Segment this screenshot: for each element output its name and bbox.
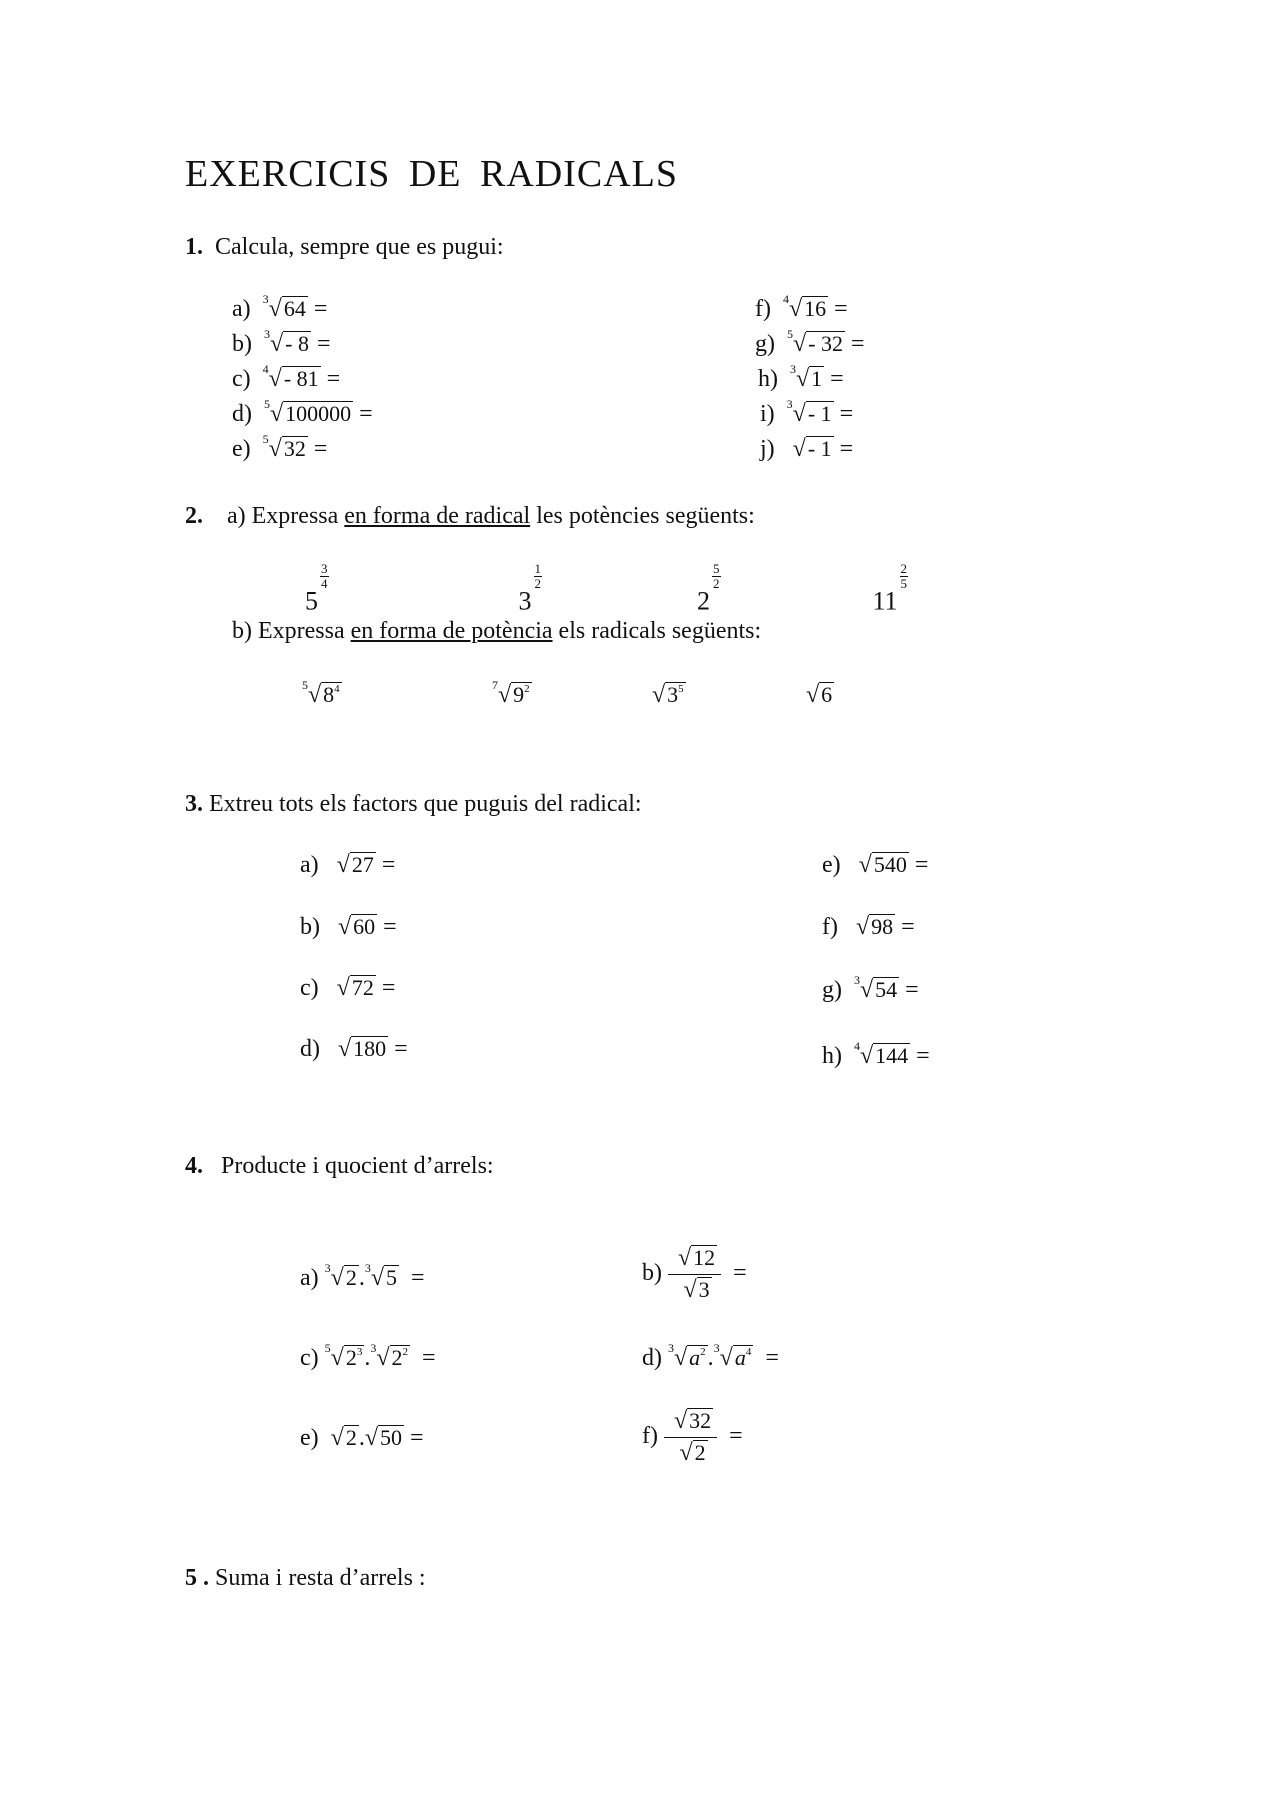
radicand: 16 — [804, 296, 827, 321]
radical-index: 3 — [370, 1341, 377, 1355]
radical: √180 — [338, 1036, 387, 1062]
base: 6 — [821, 682, 833, 707]
q4-item-c — [300, 1341, 436, 1372]
radicand: - 32 — [808, 331, 843, 356]
item-label: d) — [300, 1036, 320, 1062]
exponent: 2 — [524, 683, 530, 695]
radicand: 98 — [871, 914, 894, 939]
exponent-denominator: 4 — [321, 575, 328, 591]
q1-item — [232, 362, 341, 393]
equals-sign: = — [394, 1036, 408, 1062]
exponent-denominator: 5 — [900, 575, 908, 591]
base: a — [689, 1345, 701, 1370]
radical-index: 4 — [854, 1039, 860, 1053]
q3-item — [822, 914, 915, 941]
question-number: 4. — [185, 1153, 203, 1179]
base: 8 — [323, 682, 335, 707]
radical: 3 $√2^2$ — [370, 1341, 408, 1371]
radical: 5 √100000 — [264, 397, 352, 427]
equals-sign: = — [411, 1265, 425, 1291]
power-base: 11 — [872, 586, 898, 616]
radical-index: 3 — [264, 327, 270, 341]
radical: √2 — [330, 1425, 357, 1451]
radical: 4 √16 — [782, 292, 827, 322]
radical: √27 — [336, 852, 374, 878]
item-label: a) — [232, 296, 251, 322]
equals-sign: = — [733, 1260, 747, 1287]
radicand: - 1 — [807, 436, 832, 461]
exponent-numerator: 5 — [713, 561, 720, 576]
radicand: 180 — [353, 1036, 387, 1061]
exponent-numerator: 1 — [534, 561, 541, 576]
power — [697, 561, 721, 617]
equals-sign: = — [901, 914, 915, 940]
question-text: Suma i resta d’arrels : — [215, 1565, 426, 1591]
q3-item — [822, 1039, 930, 1070]
q1-item — [232, 397, 373, 428]
q4-item-a — [300, 1261, 425, 1292]
radical: 3 √54 — [854, 973, 898, 1003]
radical-index: 3 — [790, 362, 796, 376]
q2a-text-underlined: en forma de radical — [344, 503, 531, 529]
question-number: 5 . — [185, 1565, 209, 1591]
exponent: 4 — [334, 683, 340, 695]
q1-item — [755, 327, 865, 358]
q1-item — [232, 432, 328, 463]
equals-sign: = — [410, 1425, 424, 1451]
radicand: 54 — [875, 977, 898, 1002]
base: 3 — [667, 682, 679, 707]
item-label: c) — [300, 1345, 319, 1371]
radicand: 64 — [283, 296, 306, 321]
base: 2 — [345, 1345, 357, 1370]
radicand: 50 — [380, 1425, 402, 1450]
product-dot: . — [358, 1425, 365, 1451]
radical: 5 $√2^3$ — [324, 1341, 363, 1371]
exponent: 4 — [745, 1346, 752, 1358]
page-title: EXERCICIS DE RADICALS — [185, 153, 679, 195]
q2a-text-post: les potències següents: — [530, 503, 755, 529]
radical: 4 √144 — [854, 1039, 909, 1069]
fraction-exponent — [320, 562, 329, 590]
power — [518, 561, 543, 617]
item-label: g) — [822, 977, 842, 1003]
q3-item — [300, 852, 395, 879]
power-base: 5 — [305, 586, 318, 616]
equals-sign: = — [359, 401, 373, 427]
radical: 5 √32 — [262, 432, 306, 462]
fraction-exponent — [712, 562, 721, 590]
equals-sign: = — [317, 331, 331, 357]
q2b-text-post: els radicals següents: — [552, 618, 762, 644]
item-label: b) — [232, 331, 252, 357]
radical-expression: 7 $√9^2$ — [492, 678, 530, 708]
q1-item — [758, 362, 844, 393]
q4-item-f — [642, 1408, 743, 1467]
numerator-radicand: 32 — [689, 1408, 712, 1433]
product-dot: . — [364, 1345, 371, 1371]
equals-sign: = — [422, 1345, 436, 1371]
radicand: 1 — [811, 366, 823, 391]
q4-item-b — [642, 1245, 747, 1304]
radicand: 60 — [353, 914, 376, 939]
q1-item — [232, 327, 331, 358]
q2b-text-underlined: en forma de potència — [350, 618, 553, 644]
exponent-denominator: 2 — [534, 575, 541, 591]
question-3-heading — [185, 791, 642, 818]
radical: 4 √- 81 — [262, 362, 319, 392]
power-base: 2 — [697, 586, 710, 616]
item-label: j) — [760, 436, 775, 462]
radicand: 144 — [875, 1043, 909, 1068]
item-label: b) — [642, 1260, 662, 1287]
equals-sign: = — [916, 1043, 930, 1069]
power — [872, 561, 909, 617]
radical-expression: $√3^5$ — [652, 682, 684, 708]
item-label: a) — [300, 1265, 319, 1291]
item-label: b) — [300, 914, 320, 940]
radical: 3 √2 — [324, 1261, 357, 1291]
radical: 3 √1 — [790, 362, 823, 392]
radical-index: 4 — [782, 292, 789, 306]
exponent-numerator: 2 — [900, 561, 908, 576]
radical: 3 $√a^4$ — [713, 1341, 752, 1371]
exponent: 2 — [700, 1346, 706, 1358]
radicand: 72 — [351, 975, 374, 1000]
equals-sign: = — [765, 1345, 779, 1371]
product-dot: . — [358, 1265, 365, 1291]
exponent-numerator: 3 — [321, 561, 328, 576]
q1-item — [760, 436, 853, 463]
equals-sign: = — [830, 366, 844, 392]
equals-sign: = — [313, 296, 328, 322]
item-label: e) — [232, 436, 251, 462]
item-label: c) — [300, 975, 319, 1001]
equals-sign: = — [851, 331, 865, 357]
exponent: 5 — [678, 683, 684, 695]
power-base: 3 — [518, 586, 532, 616]
radical-index: 3 — [364, 1261, 371, 1275]
radical-index: 3 — [786, 397, 793, 411]
radicand: 540 — [873, 852, 907, 877]
exponent: 2 — [402, 1346, 408, 1358]
question-2a-heading — [185, 503, 755, 530]
q3-item — [822, 973, 919, 1004]
equals-sign: = — [839, 401, 854, 427]
denominator-radicand: 3 — [698, 1277, 710, 1302]
exponent-denominator: 2 — [713, 575, 720, 591]
equals-sign: = — [905, 977, 919, 1003]
radicand: 2 — [345, 1265, 357, 1290]
item-label: e) — [822, 852, 841, 878]
question-text: Calcula, sempre que es pugui: — [215, 234, 504, 260]
item-label: h) — [758, 366, 778, 392]
item-label: i) — [760, 401, 775, 427]
radicand: 5 — [386, 1265, 397, 1290]
q1-item — [755, 292, 848, 323]
radicand: 100000 — [285, 401, 352, 426]
q1-item — [232, 292, 328, 323]
radicand: 27 — [351, 852, 374, 877]
radical: 5 √- 32 — [787, 327, 843, 357]
q3-item — [300, 975, 395, 1002]
radical: 3 √64 — [262, 292, 306, 322]
item-label: f) — [642, 1423, 658, 1450]
item-label: e) — [300, 1425, 319, 1451]
denominator-radicand: 2 — [694, 1440, 706, 1465]
radicand: 2 — [345, 1425, 357, 1450]
radicand: - 1 — [807, 401, 832, 426]
radical-expression: 5 $√8^4$ — [302, 678, 340, 708]
radicand: 32 — [283, 436, 306, 461]
item-label: a) — [300, 852, 319, 878]
power — [305, 561, 329, 617]
equals-sign: = — [383, 914, 397, 940]
base: 2 — [391, 1345, 403, 1370]
q3-item — [822, 852, 928, 879]
q2b-text-pre: b) Expressa — [232, 618, 351, 644]
radical-expression: √6 — [806, 682, 833, 708]
question-5-heading — [185, 1565, 426, 1592]
equals-sign: = — [834, 296, 848, 322]
radical-index: 5 — [324, 1341, 331, 1355]
radical: √- 1 — [792, 436, 832, 462]
radical-index: 3 — [854, 973, 860, 987]
radicand: - 8 — [285, 331, 309, 356]
equals-sign: = — [326, 366, 341, 392]
q4-item-d — [642, 1341, 779, 1372]
item-label: d) — [642, 1345, 662, 1371]
radical: √72 — [336, 975, 374, 1001]
question-number: 1. — [185, 234, 203, 260]
equals-sign: = — [839, 436, 854, 462]
base: a — [734, 1345, 746, 1370]
product-dot: . — [707, 1345, 714, 1371]
q3-item — [300, 914, 397, 941]
equals-sign: = — [381, 975, 396, 1001]
q3-item — [300, 1036, 408, 1063]
radicand: - 81 — [283, 366, 319, 391]
radical: 3 √- 8 — [264, 327, 309, 357]
radical-index: 3 — [668, 1341, 674, 1355]
item-label: c) — [232, 366, 251, 392]
radical-index: 5 — [264, 397, 270, 411]
question-number: 3. — [185, 791, 203, 817]
equals-sign: = — [729, 1423, 743, 1450]
equals-sign: = — [381, 852, 396, 878]
base: 9 — [513, 682, 525, 707]
item-label: f) — [755, 296, 771, 322]
radical-index: 4 — [262, 362, 269, 376]
fraction: $\frac{√32}{√2}$ — [664, 1408, 717, 1467]
radical: 3 √5 — [364, 1261, 397, 1291]
radical: 3 √- 1 — [786, 397, 832, 427]
question-number: 2. — [185, 503, 203, 529]
radical: √50 — [364, 1425, 402, 1451]
radical-index: 7 — [492, 678, 498, 692]
q1-item — [760, 397, 854, 428]
equals-sign: = — [914, 852, 929, 878]
radical: 3 $√a^2$ — [668, 1341, 706, 1371]
question-4-heading — [185, 1153, 494, 1180]
equals-sign: = — [313, 436, 328, 462]
radical: √540 — [858, 852, 907, 878]
question-1-heading — [185, 234, 504, 261]
fraction: $\frac{√12}{√3}$ — [668, 1245, 721, 1304]
item-label: d) — [232, 401, 252, 427]
radical-index: 5 — [302, 678, 308, 692]
item-label: g) — [755, 331, 775, 357]
exponent: 3 — [356, 1346, 363, 1358]
radical-index: 3 — [713, 1341, 720, 1355]
question-2b-heading — [232, 618, 761, 645]
fraction-exponent — [534, 562, 543, 590]
radical-index: 5 — [262, 432, 269, 446]
fraction-exponent — [900, 562, 909, 590]
radical-index: 3 — [324, 1261, 331, 1275]
q2a-text-pre: a) Expressa — [227, 503, 345, 529]
q4-item-e — [300, 1425, 424, 1452]
radical-index: 3 — [262, 292, 269, 306]
radical: √98 — [855, 914, 894, 940]
question-text: Extreu tots els factors que puguis del radical: — [209, 791, 642, 817]
question-text: Producte i quocient d’arrels: — [221, 1153, 494, 1179]
item-label: h) — [822, 1043, 842, 1069]
radical: √60 — [338, 914, 376, 940]
radical-index: 5 — [787, 327, 793, 341]
numerator-radicand: 12 — [693, 1245, 716, 1270]
item-label: f) — [822, 914, 838, 940]
